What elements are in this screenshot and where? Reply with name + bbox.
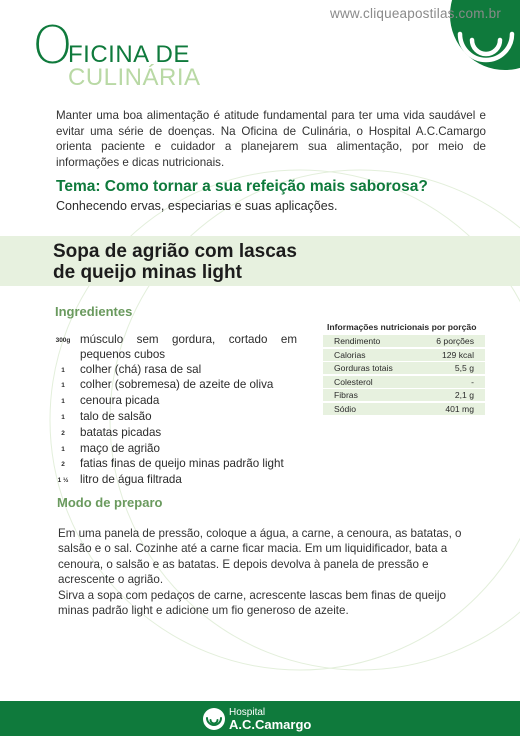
ingredient-text: colher (sobremesa) de azeite de oliva (80, 378, 274, 392)
nutrition-label: Fibras (334, 390, 358, 401)
ingredient-text: maço de agrião (80, 441, 160, 455)
nutrition-value: 5,5 g (454, 363, 474, 374)
ingredient-text: músculo sem gordura, cortado em pequenos cubos (80, 333, 297, 361)
table-row (323, 349, 485, 361)
ingredient-quantity: 1 (61, 382, 65, 390)
list-item (52, 410, 297, 426)
nutrition-label: Gorduras totais (334, 363, 393, 374)
nutrition-label: Sódio (334, 403, 356, 414)
theme-title: Tema: Como tornar a sua refeição mais saborosa? (56, 178, 428, 195)
ingredient-quantity: 1 (61, 413, 65, 421)
title-line2: CULINÁRIA (68, 64, 201, 91)
nutrition-value: 129 kcal (441, 349, 474, 360)
ingredient-quantity: 1 (61, 398, 65, 406)
ingredient-quantity: 300g (55, 337, 71, 344)
table-row (323, 376, 485, 388)
list-item (52, 363, 297, 379)
recipe-title-line1: Sopa de agrião com lascas (53, 241, 297, 262)
ingredient-quantity: 2 (61, 461, 65, 469)
nutrition-label: Rendimento (334, 336, 381, 346)
list-item (52, 378, 297, 394)
ingredient-quantity: 1 ½ (57, 477, 69, 485)
site-url: www.cliqueapostilas.com.br (330, 6, 502, 21)
ingredient-text: batatas picadas (80, 425, 162, 439)
ingredient-text: cenoura picada (80, 394, 160, 408)
table-row (323, 335, 485, 347)
nutrition-value: 6 porções (436, 336, 474, 346)
ingredient-quantity: 1 (61, 366, 65, 374)
list-item (52, 426, 297, 442)
nutrition-label: Calorias (334, 349, 366, 360)
recipe-title (53, 241, 453, 283)
list-item (52, 442, 297, 458)
ingredient-text: colher (chá) rasa de sal (80, 362, 202, 376)
list-item (52, 333, 297, 363)
table-row (323, 389, 485, 401)
nutrition-value: 2,1 g (454, 390, 474, 401)
ingredient-text: fatias finas de queijo minas padrão light (80, 457, 284, 471)
theme-subtitle: Conhecendo ervas, especiarias e suas aplicações. (56, 199, 338, 213)
ingredient-quantity: 1 (61, 445, 65, 453)
preparation-paragraph-2: Sirva a sopa com pedaços de carne, acrescente lascas bem finas de queijo minas padrão light e adicione um fio generoso de azeite. (58, 588, 446, 618)
footer-logo-circle (203, 708, 225, 730)
ingredients-list (52, 333, 297, 489)
list-item (52, 473, 297, 489)
page-title (32, 16, 232, 91)
footer-hospital-label: Hospital (229, 707, 266, 718)
recipe-title-line2: de queijo minas light (53, 262, 242, 283)
nutrition-value: 401 mg (445, 403, 474, 414)
footer-hospital-name: A.C.Camargo (229, 717, 312, 732)
preparation-title: Modo de preparo (57, 495, 163, 510)
list-item (52, 394, 297, 410)
title-line1: FICINA DE (68, 41, 190, 68)
nutrition-label: Colesterol (334, 376, 373, 387)
table-row (323, 403, 485, 415)
nutrition-title: Informações nutricionais por porção (327, 322, 477, 332)
nutrition-table (323, 320, 485, 417)
intro-paragraph: Manter uma boa alimentação é atitude fundamental para ter uma vida saudável e evitar uma série de doenças. Na Oficina de Culinária, o Hospital A.C.Camargo orienta paciente e cuidador a planejarem sua alimentação, por meio de informações e dicas nutricionais. (56, 109, 486, 169)
ingredient-text: talo de salsão (80, 409, 152, 423)
ingredient-text: litro de água filtrada (80, 473, 182, 487)
preparation-paragraph-1: Em uma panela de pressão, coloque a água, a carne, a cenoura, as batatas, o salsão e o sal. Cozinhe até a carne ficar macia. Em um liquidificador, bata a cenoura, o salsão e as batatas. E depois devolva à panela de pressão e acrescente o agrião. (58, 527, 462, 587)
ingredient-quantity: 2 (61, 429, 65, 437)
list-item (52, 457, 297, 473)
title-initial: O (32, 16, 73, 76)
preparation-text (58, 526, 478, 618)
ingredients-title: Ingredientes (55, 304, 133, 319)
table-row (323, 362, 485, 374)
nutrition-value: - (471, 376, 474, 387)
